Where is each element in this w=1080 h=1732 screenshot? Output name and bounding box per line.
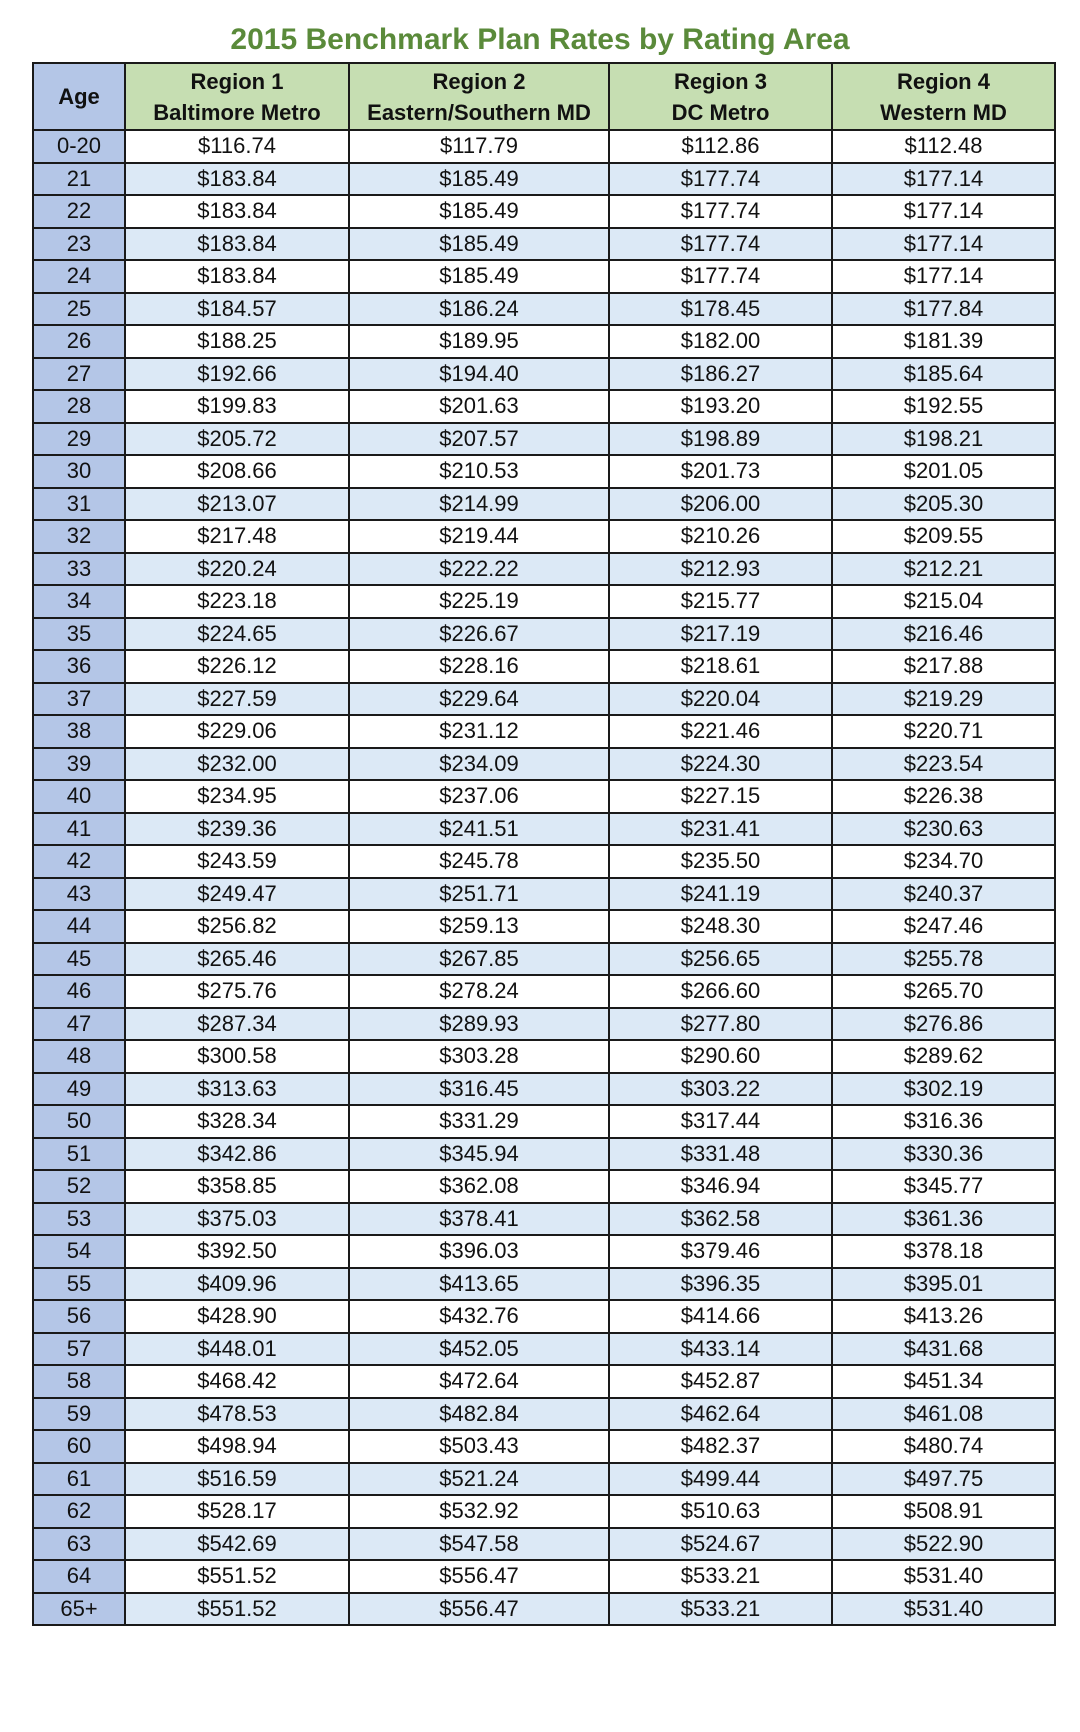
rate-cell-region-2: $289.93 [349,1008,609,1041]
rate-cell-region-4: $177.14 [832,260,1055,293]
rate-cell-region-3: $206.00 [609,488,832,521]
rate-cell-region-3: $193.20 [609,390,832,423]
rate-cell-region-1: $287.34 [125,1008,349,1041]
rate-cell-region-2: $214.99 [349,488,609,521]
table-row [33,1138,1055,1171]
rate-cell-region-3: $227.15 [609,780,832,813]
rate-cell-region-1: $265.46 [125,943,349,976]
rate-cell-region-3: $462.64 [609,1398,832,1431]
rate-cell-region-3: $533.21 [609,1593,832,1626]
age-cell: 26 [33,325,125,358]
rate-cell-region-2: $547.58 [349,1528,609,1561]
rate-cell-region-1: $468.42 [125,1365,349,1398]
rate-cell-region-4: $226.38 [832,780,1055,813]
age-cell: 61 [33,1463,125,1496]
rate-cell-region-2: $228.16 [349,650,609,683]
rate-cell-region-4: $185.64 [832,358,1055,391]
rate-cell-region-2: $278.24 [349,975,609,1008]
age-cell: 33 [33,553,125,586]
age-cell: 51 [33,1138,125,1171]
rate-cell-region-4: $198.21 [832,423,1055,456]
rate-cell-region-3: $182.00 [609,325,832,358]
age-cell: 22 [33,195,125,228]
rate-cell-region-1: $217.48 [125,520,349,553]
rate-cell-region-4: $215.04 [832,585,1055,618]
rate-cell-region-3: $177.74 [609,260,832,293]
rate-cell-region-1: $342.86 [125,1138,349,1171]
rate-cell-region-2: $186.24 [349,293,609,326]
age-cell: 64 [33,1560,125,1593]
rate-cell-region-4: $302.19 [832,1073,1055,1106]
rate-cell-region-2: $189.95 [349,325,609,358]
table-row [33,878,1055,911]
table-row [33,1495,1055,1528]
rate-cell-region-4: $217.88 [832,650,1055,683]
rate-cell-region-3: $220.04 [609,683,832,716]
rate-cell-region-3: $396.35 [609,1268,832,1301]
rate-cell-region-4: $220.71 [832,715,1055,748]
rate-cell-region-2: $185.49 [349,228,609,261]
rate-cell-region-1: $249.47 [125,878,349,911]
table-row [33,260,1055,293]
rate-cell-region-3: $482.37 [609,1430,832,1463]
rate-cell-region-4: $451.34 [832,1365,1055,1398]
table-row [33,553,1055,586]
rates-table [32,62,1056,1626]
rate-cell-region-2: $521.24 [349,1463,609,1496]
rate-cell-region-3: $235.50 [609,845,832,878]
rate-cell-region-2: $241.51 [349,813,609,846]
rate-cell-region-4: $508.91 [832,1495,1055,1528]
table-row [33,455,1055,488]
rate-cell-region-3: $178.45 [609,293,832,326]
table-row [33,1235,1055,1268]
rate-cell-region-1: $551.52 [125,1560,349,1593]
table-row [33,1333,1055,1366]
rate-cell-region-1: $183.84 [125,195,349,228]
rate-cell-region-1: $243.59 [125,845,349,878]
rate-cell-region-2: $201.63 [349,390,609,423]
rate-cell-region-4: $247.46 [832,910,1055,943]
rate-cell-region-1: $275.76 [125,975,349,1008]
age-cell: 52 [33,1170,125,1203]
rate-cell-region-2: $229.64 [349,683,609,716]
rate-cell-region-2: $225.19 [349,585,609,618]
column-header-region-3 [609,63,832,130]
age-cell: 49 [33,1073,125,1106]
table-row [33,683,1055,716]
rate-cell-region-1: $375.03 [125,1203,349,1236]
rate-cell-region-1: $313.63 [125,1073,349,1106]
age-cell: 58 [33,1365,125,1398]
table-row [33,1593,1055,1626]
rate-cell-region-4: $192.55 [832,390,1055,423]
column-header-sublabel: Eastern/Southern MD [367,99,591,125]
rate-cell-region-2: $413.65 [349,1268,609,1301]
rate-cell-region-1: $208.66 [125,455,349,488]
age-cell: 63 [33,1528,125,1561]
age-cell: 46 [33,975,125,1008]
rate-cell-region-1: $300.58 [125,1040,349,1073]
age-cell: 50 [33,1105,125,1138]
table-row [33,1398,1055,1431]
column-header-label: Region 1 [190,68,284,94]
rate-cell-region-3: $212.93 [609,553,832,586]
column-header-label: Age [58,84,100,109]
rate-cell-region-3: $533.21 [609,1560,832,1593]
column-header-label: Region 4 [897,68,990,94]
age-cell: 44 [33,910,125,943]
age-cell: 24 [33,260,125,293]
age-cell: 40 [33,780,125,813]
rate-cell-region-1: $116.74 [125,130,349,163]
rate-cell-region-2: $210.53 [349,455,609,488]
rate-cell-region-1: $528.17 [125,1495,349,1528]
rate-cell-region-4: $522.90 [832,1528,1055,1561]
rate-cell-region-3: $290.60 [609,1040,832,1073]
table-row [33,293,1055,326]
rate-cell-region-4: $177.14 [832,195,1055,228]
table-row [33,1203,1055,1236]
rate-cell-region-2: $219.44 [349,520,609,553]
rate-cell-region-2: $556.47 [349,1560,609,1593]
rate-cell-region-3: $186.27 [609,358,832,391]
rate-cell-region-1: $428.90 [125,1300,349,1333]
table-row [33,1105,1055,1138]
rate-cell-region-2: $117.79 [349,130,609,163]
rate-cell-region-3: $510.63 [609,1495,832,1528]
rate-cell-region-4: $265.70 [832,975,1055,1008]
rate-cell-region-4: $181.39 [832,325,1055,358]
rate-cell-region-4: $212.21 [832,553,1055,586]
table-row [33,163,1055,196]
age-cell: 31 [33,488,125,521]
rate-cell-region-4: $205.30 [832,488,1055,521]
table-row [33,488,1055,521]
rate-cell-region-3: $217.19 [609,618,832,651]
table-row [33,1430,1055,1463]
table-row [33,780,1055,813]
table-row [33,910,1055,943]
age-cell: 59 [33,1398,125,1431]
table-row [33,1040,1055,1073]
table-row [33,1560,1055,1593]
age-cell: 57 [33,1333,125,1366]
rate-cell-region-4: $361.36 [832,1203,1055,1236]
rate-cell-region-2: $331.29 [349,1105,609,1138]
rate-cell-region-2: $472.64 [349,1365,609,1398]
rate-cell-region-2: $194.40 [349,358,609,391]
rate-cell-region-4: $177.14 [832,163,1055,196]
rate-cell-region-2: $237.06 [349,780,609,813]
table-row [33,1300,1055,1333]
rate-cell-region-3: $241.19 [609,878,832,911]
rate-cell-region-3: $266.60 [609,975,832,1008]
table-row [33,813,1055,846]
rate-cell-region-3: $303.22 [609,1073,832,1106]
table-row [33,358,1055,391]
table-row [33,423,1055,456]
rate-cell-region-1: $239.36 [125,813,349,846]
rate-cell-region-4: $480.74 [832,1430,1055,1463]
rate-cell-region-3: $524.67 [609,1528,832,1561]
age-cell: 48 [33,1040,125,1073]
age-cell: 54 [33,1235,125,1268]
rate-cell-region-2: $251.71 [349,878,609,911]
rate-cell-region-3: $201.73 [609,455,832,488]
rate-cell-region-1: $184.57 [125,293,349,326]
rate-cell-region-4: $497.75 [832,1463,1055,1496]
rate-cell-region-2: $222.22 [349,553,609,586]
rate-cell-region-2: $231.12 [349,715,609,748]
rate-cell-region-3: $210.26 [609,520,832,553]
rate-cell-region-4: $112.48 [832,130,1055,163]
age-cell: 23 [33,228,125,261]
age-cell: 0-20 [33,130,125,163]
column-header-sublabel: Baltimore Metro [153,99,321,125]
rate-cell-region-1: $220.24 [125,553,349,586]
rate-cell-region-3: $499.44 [609,1463,832,1496]
rate-cell-region-1: $229.06 [125,715,349,748]
table-row [33,1268,1055,1301]
age-cell: 21 [33,163,125,196]
column-header-region-2 [349,63,609,130]
rate-cell-region-2: $267.85 [349,943,609,976]
age-cell: 27 [33,358,125,391]
rate-cell-region-1: $223.18 [125,585,349,618]
column-header-region-1 [125,63,349,130]
page-title: 2015 Benchmark Plan Rates by Rating Area [230,23,850,56]
rate-cell-region-2: $482.84 [349,1398,609,1431]
rate-cell-region-2: $378.41 [349,1203,609,1236]
rate-cell-region-3: $317.44 [609,1105,832,1138]
rate-cell-region-4: $234.70 [832,845,1055,878]
rate-cell-region-3: $362.58 [609,1203,832,1236]
rate-cell-region-3: $215.77 [609,585,832,618]
rate-cell-region-4: $330.36 [832,1138,1055,1171]
age-cell: 34 [33,585,125,618]
rate-cell-region-2: $245.78 [349,845,609,878]
rate-cell-region-3: $346.94 [609,1170,832,1203]
age-cell: 45 [33,943,125,976]
rate-cell-region-1: $183.84 [125,260,349,293]
column-header-sublabel: DC Metro [671,99,770,125]
rate-cell-region-2: $207.57 [349,423,609,456]
column-header-age [33,63,125,130]
rate-cell-region-2: $303.28 [349,1040,609,1073]
table-row [33,1365,1055,1398]
column-header-region-4 [832,63,1055,130]
rate-cell-region-3: $112.86 [609,130,832,163]
rate-cell-region-1: $183.84 [125,163,349,196]
rate-cell-region-1: $224.65 [125,618,349,651]
rate-cell-region-2: $185.49 [349,195,609,228]
column-header-label: Region 2 [432,68,526,94]
rate-cell-region-1: $188.25 [125,325,349,358]
table-row [33,585,1055,618]
rate-cell-region-1: $232.00 [125,748,349,781]
rate-cell-region-3: $433.14 [609,1333,832,1366]
rate-cell-region-1: $542.69 [125,1528,349,1561]
rate-cell-region-2: $452.05 [349,1333,609,1366]
age-cell: 65+ [33,1593,125,1626]
rate-cell-region-4: $378.18 [832,1235,1055,1268]
age-cell: 37 [33,683,125,716]
table-row [33,618,1055,651]
rate-cell-region-2: $345.94 [349,1138,609,1171]
rate-cell-region-1: $448.01 [125,1333,349,1366]
rate-cell-region-1: $199.83 [125,390,349,423]
rate-cell-region-4: $209.55 [832,520,1055,553]
rate-cell-region-2: $503.43 [349,1430,609,1463]
table-row [33,943,1055,976]
rate-cell-region-1: $498.94 [125,1430,349,1463]
age-cell: 42 [33,845,125,878]
table-row [33,520,1055,553]
table-row [33,975,1055,1008]
rate-cell-region-2: $432.76 [349,1300,609,1333]
rate-cell-region-4: $201.05 [832,455,1055,488]
age-cell: 30 [33,455,125,488]
table-row [33,325,1055,358]
rate-cell-region-1: $213.07 [125,488,349,521]
rate-cell-region-4: $413.26 [832,1300,1055,1333]
age-cell: 43 [33,878,125,911]
rate-cell-region-1: $358.85 [125,1170,349,1203]
table-row [33,228,1055,261]
rate-cell-region-3: $256.65 [609,943,832,976]
rate-cell-region-3: $277.80 [609,1008,832,1041]
table-header [33,63,1055,130]
rate-cell-region-4: $345.77 [832,1170,1055,1203]
rate-cell-region-4: $461.08 [832,1398,1055,1431]
rate-cell-region-2: $316.45 [349,1073,609,1106]
rate-cell-region-4: $219.29 [832,683,1055,716]
table-row [33,845,1055,878]
rate-cell-region-3: $231.41 [609,813,832,846]
table-row [33,650,1055,683]
table-row [33,195,1055,228]
rate-cell-region-4: $395.01 [832,1268,1055,1301]
rate-cell-region-2: $362.08 [349,1170,609,1203]
rate-cell-region-1: $478.53 [125,1398,349,1431]
rate-cell-region-4: $431.68 [832,1333,1055,1366]
age-cell: 25 [33,293,125,326]
rate-cell-region-1: $234.95 [125,780,349,813]
age-cell: 28 [33,390,125,423]
age-cell: 62 [33,1495,125,1528]
rate-cell-region-4: $177.84 [832,293,1055,326]
rate-cell-region-3: $224.30 [609,748,832,781]
table-row [33,1008,1055,1041]
rate-cell-region-3: $198.89 [609,423,832,456]
table-row [33,715,1055,748]
age-cell: 32 [33,520,125,553]
table-row [33,1073,1055,1106]
rate-cell-region-1: $226.12 [125,650,349,683]
age-cell: 39 [33,748,125,781]
age-cell: 41 [33,813,125,846]
age-cell: 36 [33,650,125,683]
rate-cell-region-2: $259.13 [349,910,609,943]
rate-cell-region-2: $396.03 [349,1235,609,1268]
rate-cell-region-3: $177.74 [609,228,832,261]
rate-cell-region-4: $531.40 [832,1593,1055,1626]
rate-cell-region-1: $183.84 [125,228,349,261]
age-cell: 35 [33,618,125,651]
table-row [33,1528,1055,1561]
rate-cell-region-1: $409.96 [125,1268,349,1301]
rate-cell-region-4: $255.78 [832,943,1055,976]
age-cell: 29 [33,423,125,456]
age-cell: 47 [33,1008,125,1041]
rate-cell-region-3: $414.66 [609,1300,832,1333]
rate-cell-region-2: $532.92 [349,1495,609,1528]
column-header-label: Region 3 [674,68,767,94]
rate-cell-region-2: $185.49 [349,163,609,196]
rate-cell-region-1: $392.50 [125,1235,349,1268]
rate-cell-region-4: $240.37 [832,878,1055,911]
rate-cell-region-4: $216.46 [832,618,1055,651]
rate-cell-region-1: $328.34 [125,1105,349,1138]
table-row [33,1463,1055,1496]
rate-cell-region-4: $223.54 [832,748,1055,781]
rate-cell-region-3: $177.74 [609,163,832,196]
rate-cell-region-3: $452.87 [609,1365,832,1398]
table-row [33,390,1055,423]
rate-cell-region-4: $289.62 [832,1040,1055,1073]
table-body [33,130,1055,1625]
rate-cell-region-3: $177.74 [609,195,832,228]
rate-cell-region-4: $230.63 [832,813,1055,846]
rate-cell-region-3: $221.46 [609,715,832,748]
rate-cell-region-3: $218.61 [609,650,832,683]
rate-cell-region-4: $276.86 [832,1008,1055,1041]
table-row [33,130,1055,163]
age-cell: 53 [33,1203,125,1236]
rate-cell-region-2: $234.09 [349,748,609,781]
rate-cell-region-3: $331.48 [609,1138,832,1171]
rate-cell-region-1: $516.59 [125,1463,349,1496]
rate-cell-region-1: $256.82 [125,910,349,943]
rate-cell-region-1: $227.59 [125,683,349,716]
age-cell: 56 [33,1300,125,1333]
rate-cell-region-4: $177.14 [832,228,1055,261]
rate-cell-region-3: $248.30 [609,910,832,943]
table-row [33,748,1055,781]
age-cell: 38 [33,715,125,748]
age-cell: 60 [33,1430,125,1463]
rate-cell-region-2: $226.67 [349,618,609,651]
rate-cell-region-2: $185.49 [349,260,609,293]
rate-cell-region-1: $192.66 [125,358,349,391]
rate-cell-region-1: $551.52 [125,1593,349,1626]
table-row [33,1170,1055,1203]
column-header-sublabel: Western MD [880,99,1007,125]
rate-cell-region-4: $531.40 [832,1560,1055,1593]
rate-cell-region-3: $379.46 [609,1235,832,1268]
rate-cell-region-4: $316.36 [832,1105,1055,1138]
rate-cell-region-1: $205.72 [125,423,349,456]
rate-cell-region-2: $556.47 [349,1593,609,1626]
age-cell: 55 [33,1268,125,1301]
